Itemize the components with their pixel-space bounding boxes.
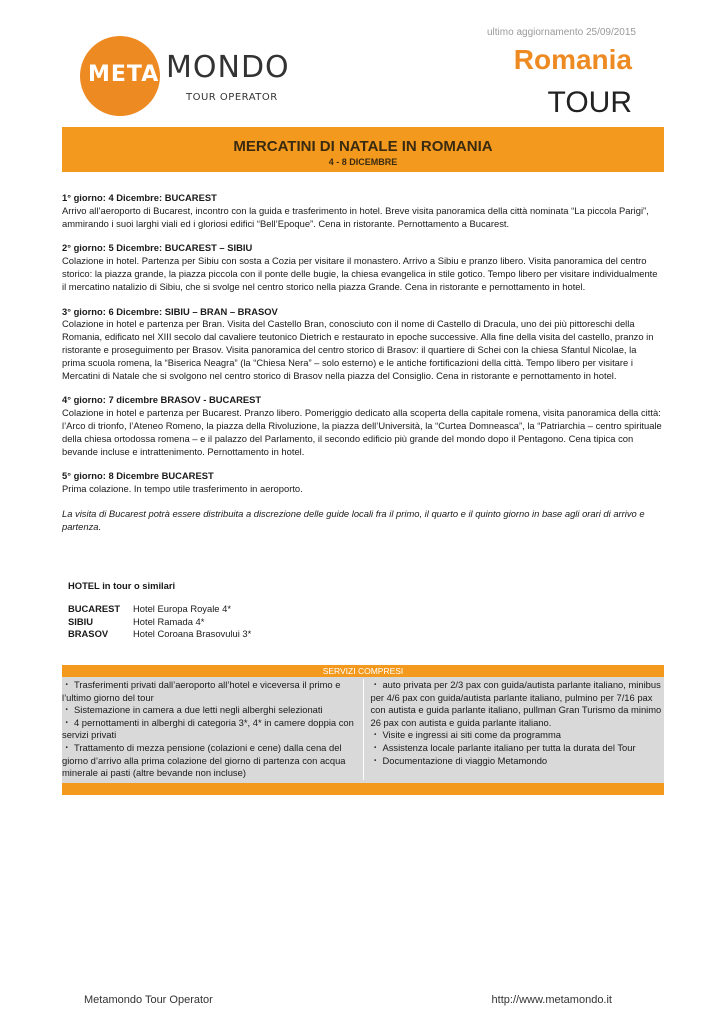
logo-meta-text: META	[88, 62, 160, 87]
last-updated: ultimo aggiornamento 25/09/2015	[487, 27, 636, 38]
day-text: Colazione in hotel e partenza per Bucarest. Pranzo libero. Pomeriggio dedicato alla scoperta della capitale romena, visita panoramica della città: l’Arco di trionfo, l’Ateneo Romeno, la piazza della Rivoluzione, la piazza dell’Università, la “Curtea Domneasca”, la “Patriarchia – centro spirituale della chiesa ortodossa romena – e il palazzo del Parlamento, il secondo edificio più grande del mondo dopo il Pentagono. Cena tipica con bevande incluse e intrattenimento. Pernottamento in hotel.	[62, 407, 662, 457]
service-item: ・ Visite e ingressi ai siti come da programma	[370, 729, 562, 741]
hotel-city: BRASOV	[68, 628, 109, 640]
day-3	[62, 306, 662, 383]
metamondo-logo	[80, 36, 290, 116]
hotel-row	[68, 628, 251, 641]
hotel-city: BUCAREST	[68, 602, 121, 614]
hotel-city: SIBIU	[68, 615, 94, 627]
day-text: Prima colazione. In tempo utile trasferimento in aeroporto.	[62, 483, 303, 495]
day-text: Colazione in hotel. Partenza per Sibiu con sosta a Cozia per visitare il monastero. Arrivo a Sibiu e pranzo libero. Visita panoramica del centro storico: la piazza grande, la piazza piccola con il ponte delle bugie, la chiesa evangelica in stile gotico. Tempo libero per visitare individualmente il mercatino natalizio di Sibiu, che si svolge nel centro storico nella piazza Grande. Cena in ristorante e pernottamento in hotel.	[62, 255, 658, 292]
tour-title: MERCATINI DI NATALE IN ROMANIA	[233, 138, 493, 155]
day-text: Colazione in hotel e partenza per Bran. Visita del Castello Bran, conosciuto con il nome di Castello di Dracula, uno dei più pittoreschi della Romania, edificato nel XIII secolo dal cavaliere teutonico Dietrich e restaurato in epoche successive. Alla fine della visita del castello, pranzo in ristorante e proseguimento per Brasov. Visita panoramica del centro storico di Brasov: il quartiere di Schei con la chiesa Sfantul Nicolae, la prima scuola romena, la “Biserica Neagra” (la “Chiesa Nera” – solo esterno) e le antiche fortificazioni della città. Tempo libero per visitare i Mercatini di Natale che si svolgono nel centro storico di Brasov nella piazza del Consiglio. Cena in ristorante e pernottamento in hotel.	[62, 318, 654, 381]
page-subtitle: TOUR	[547, 86, 632, 119]
day-1	[62, 192, 662, 230]
itinerary-note: La visita di Bucarest potrà essere distribuita a discrezione delle guide locali fra il primo, il quarto e il quinto giorno in base agli orari di arrivo e partenza.	[62, 507, 645, 532]
day-title: 4° giorno: 7 dicembre BRASOV - BUCAREST	[62, 394, 262, 406]
service-item: ・ Assistenza locale parlante italiano per tutta la durata del Tour	[370, 741, 636, 753]
hotel-row	[68, 603, 251, 616]
hotel-name: Hotel Europa Royale 4*	[133, 602, 231, 614]
logo-mondo-text: MONDO	[166, 50, 290, 85]
services-title: SERVIZI COMPRESI	[62, 665, 664, 677]
services-footer-bar	[62, 783, 664, 795]
hotel-name: Hotel Coroana Brasovului 3*	[133, 628, 252, 640]
hotels-title: HOTEL in tour o similari	[68, 580, 176, 591]
hotels-section	[68, 580, 251, 641]
tour-banner	[62, 127, 664, 172]
service-item: ・ Documentazione di viaggio Metamondo	[370, 754, 548, 766]
service-item: ・ Sistemazione in camera a due letti negli alberghi selezionati	[62, 704, 323, 716]
hotel-name: Hotel Ramada 4*	[133, 615, 205, 627]
day-5	[62, 470, 662, 496]
day-title: 3° giorno: 6 Dicembre: SIBIU – BRAN – BRASOV	[62, 305, 278, 317]
footer-website-link[interactable]: http://www.metamondo.it	[491, 994, 612, 1006]
services-columns	[62, 677, 664, 780]
services-included	[62, 665, 664, 795]
page-title: Romania	[513, 44, 632, 75]
services-right-column	[364, 679, 664, 780]
logo-subtitle: TOUR OPERATOR	[186, 92, 278, 103]
day-2	[62, 242, 662, 293]
services-left-column	[62, 679, 364, 780]
service-item: ・ Trasferimenti privati dall’aeroporto all’hotel e viceversa il primo e l’ultimo giorno del tour	[62, 679, 341, 703]
footer-company: Metamondo Tour Operator	[84, 994, 213, 1006]
day-title: 2° giorno: 5 Dicembre: BUCAREST – SIBIU	[62, 242, 253, 254]
service-item: ・ 4 pernottamenti in alberghi di categoria 3*, 4* in camere doppia con servizi privati	[62, 716, 354, 741]
day-text: Arrivo all’aeroporto di Bucarest, incontro con la guida e trasferimento in hotel. Breve visita panoramica della città nominata “La piccola Parigi”, ammirando i suoi larghi viali ed i gloriosi edifici “Bell’Epoque”. Cena in ristorante. Pernottamento a Bucarest.	[62, 204, 649, 229]
hotel-row	[68, 616, 251, 629]
service-item: ・ Trattamento di mezza pensione (colazioni e cene) dalla cena del giorno d’arrivo alla prima colazione del giorno di partenza con acqua minerale ai pasti (altre bevande non incluse)	[62, 741, 346, 779]
day-title: 1° giorno: 4 Dicembre: BUCAREST	[62, 192, 217, 203]
itinerary	[62, 192, 662, 552]
day-4	[62, 394, 662, 458]
tour-dates: 4 - 8 DICEMBRE	[328, 157, 398, 167]
service-item: ・ auto privata per 2/3 pax con guida/autista parlante italiano, minibus per 4/6 pax con guida/autista parlante italiano, pulmino per 7/16 pax con autista e guida parlante italiano, pullman Gran Turismo da minimo 26 pax con autista e guida parlante italiano.	[370, 679, 662, 728]
day-title: 5° giorno: 8 Dicembre BUCAREST	[62, 470, 214, 482]
